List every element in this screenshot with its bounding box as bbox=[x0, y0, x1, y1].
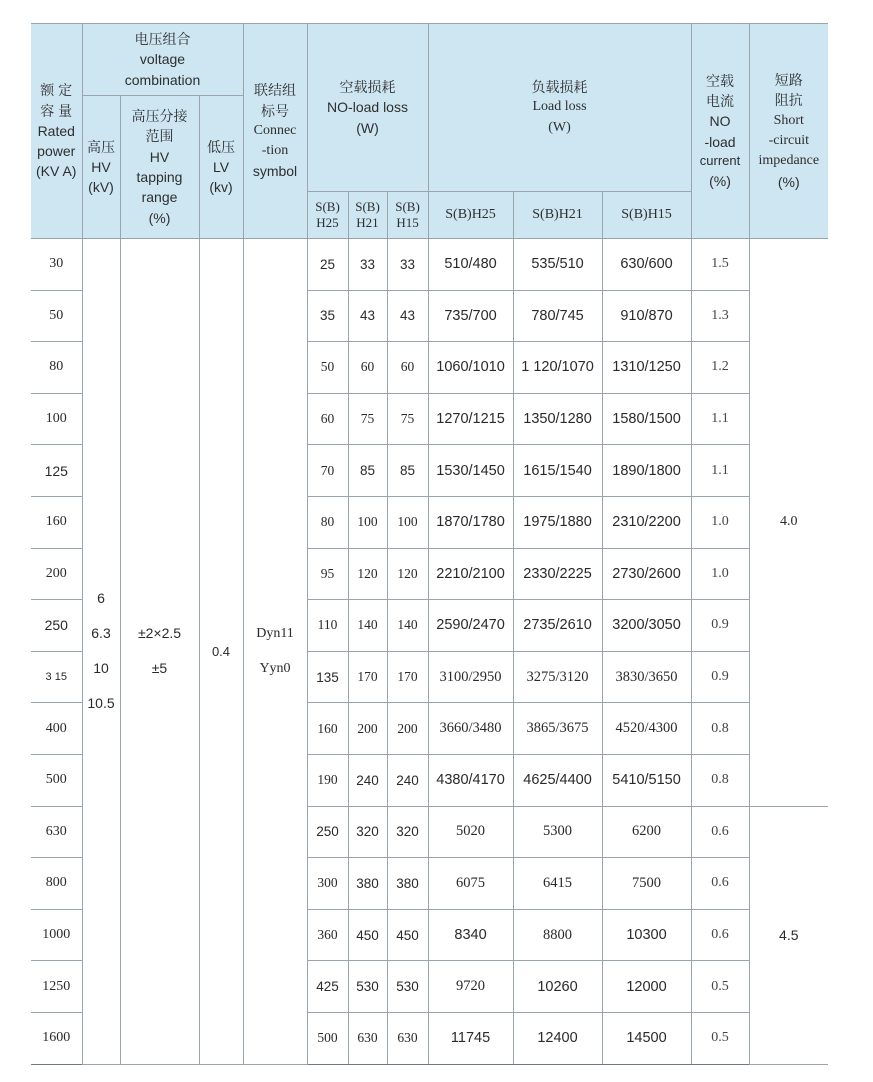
header-noload-loss: 空载损耗 NO-load loss (W) bbox=[307, 24, 428, 192]
noload-current-cell: 0.5 bbox=[691, 1012, 749, 1064]
load-h15-cell: 910/870 bbox=[602, 290, 691, 342]
rated-power-cell: 125 bbox=[31, 445, 82, 497]
noload-h15-cell: 240 bbox=[387, 754, 428, 806]
noload-h15-cell: 140 bbox=[387, 600, 428, 652]
rated-power-cell: 80 bbox=[31, 342, 82, 394]
load-h25-cell: 2590/2470 bbox=[428, 600, 513, 652]
noload-h15-cell: 530 bbox=[387, 961, 428, 1013]
rated-power-cell: 100 bbox=[31, 393, 82, 445]
noload-h25-cell: 95 bbox=[307, 548, 348, 600]
rated-power-cell: 1000 bbox=[31, 909, 82, 961]
rated-power-cell: 3 15 bbox=[31, 651, 82, 703]
noload-h21-cell: 140 bbox=[348, 600, 387, 652]
header-hv-tapping-range: 高压分接 范围 HV tapping range (%) bbox=[120, 96, 199, 239]
noload-current-cell: 0.9 bbox=[691, 600, 749, 652]
load-h21-cell: 1350/1280 bbox=[513, 393, 602, 445]
impedance-cell-b: 4.5 bbox=[749, 806, 828, 1064]
load-h21-cell: 535/510 bbox=[513, 239, 602, 291]
load-h25-cell: 1870/1780 bbox=[428, 496, 513, 548]
noload-h21-cell: 75 bbox=[348, 393, 387, 445]
noload-h25-cell: 110 bbox=[307, 600, 348, 652]
header-lv: 低压 LV (kv) bbox=[199, 96, 243, 239]
load-h21-cell: 780/745 bbox=[513, 290, 602, 342]
load-h21-cell: 2330/2225 bbox=[513, 548, 602, 600]
load-h25-cell: 9720 bbox=[428, 961, 513, 1013]
noload-h21-cell: 450 bbox=[348, 909, 387, 961]
noload-current-cell: 0.8 bbox=[691, 703, 749, 755]
load-h25-cell: 510/480 bbox=[428, 239, 513, 291]
noload-h21-cell: 120 bbox=[348, 548, 387, 600]
noload-h21-cell: 530 bbox=[348, 961, 387, 1013]
load-h25-cell: 8340 bbox=[428, 909, 513, 961]
noload-h15-cell: 43 bbox=[387, 290, 428, 342]
table-body bbox=[31, 239, 828, 1065]
noload-current-cell: 0.9 bbox=[691, 651, 749, 703]
noload-h15-cell: 120 bbox=[387, 548, 428, 600]
noload-current-cell: 1.5 bbox=[691, 239, 749, 291]
load-h21-cell: 6415 bbox=[513, 858, 602, 910]
load-h15-cell: 5410/5150 bbox=[602, 754, 691, 806]
noload-h25-cell: 135 bbox=[307, 651, 348, 703]
header-load-h21: S(B)H21 bbox=[513, 192, 602, 239]
header-voltage-combination: 电压组合 voltage combination bbox=[82, 24, 243, 96]
noload-h25-cell: 25 bbox=[307, 239, 348, 291]
noload-h25-cell: 360 bbox=[307, 909, 348, 961]
rated-power-cell: 1250 bbox=[31, 961, 82, 1013]
noload-h21-cell: 380 bbox=[348, 858, 387, 910]
header-connection-symbol: 联结组 标号 Connec -tion symbol bbox=[243, 24, 307, 239]
noload-h15-cell: 60 bbox=[387, 342, 428, 394]
header-rated-power: 额 定 容 量 Rated power (KV A) bbox=[31, 24, 82, 239]
noload-h15-cell: 170 bbox=[387, 651, 428, 703]
load-h15-cell: 630/600 bbox=[602, 239, 691, 291]
load-h15-cell: 3830/3650 bbox=[602, 651, 691, 703]
rated-power-cell: 500 bbox=[31, 754, 82, 806]
load-h15-cell: 3200/3050 bbox=[602, 600, 691, 652]
header-load-loss: 负载损耗 Load loss (W) bbox=[428, 24, 691, 192]
rated-power-cell: 50 bbox=[31, 290, 82, 342]
load-h21-cell: 2735/2610 bbox=[513, 600, 602, 652]
connection-symbol-cell: Dyn11 Yyn0 bbox=[243, 239, 307, 1065]
load-h25-cell: 6075 bbox=[428, 858, 513, 910]
load-h21-cell: 3275/3120 bbox=[513, 651, 602, 703]
noload-h15-cell: 100 bbox=[387, 496, 428, 548]
noload-h25-cell: 425 bbox=[307, 961, 348, 1013]
header-short-circuit-impedance: 短路 阻抗 Short -circuit impedance (%) bbox=[749, 24, 828, 239]
load-h15-cell: 10300 bbox=[602, 909, 691, 961]
noload-h15-cell: 200 bbox=[387, 703, 428, 755]
load-h25-cell: 1060/1010 bbox=[428, 342, 513, 394]
rated-power-cell: 800 bbox=[31, 858, 82, 910]
load-h21-cell: 10260 bbox=[513, 961, 602, 1013]
rated-power-cell: 400 bbox=[31, 703, 82, 755]
load-h15-cell: 2730/2600 bbox=[602, 548, 691, 600]
load-h25-cell: 735/700 bbox=[428, 290, 513, 342]
load-h15-cell: 6200 bbox=[602, 806, 691, 858]
noload-h21-cell: 85 bbox=[348, 445, 387, 497]
noload-h21-cell: 170 bbox=[348, 651, 387, 703]
noload-h21-cell: 320 bbox=[348, 806, 387, 858]
noload-h15-cell: 630 bbox=[387, 1012, 428, 1064]
noload-current-cell: 1.0 bbox=[691, 548, 749, 600]
table-row bbox=[31, 239, 828, 291]
header-noload-h15: S(B) H15 bbox=[387, 192, 428, 239]
load-h25-cell: 4380/4170 bbox=[428, 754, 513, 806]
noload-h15-cell: 320 bbox=[387, 806, 428, 858]
noload-h25-cell: 500 bbox=[307, 1012, 348, 1064]
load-h25-cell: 5020 bbox=[428, 806, 513, 858]
noload-h25-cell: 50 bbox=[307, 342, 348, 394]
noload-h15-cell: 450 bbox=[387, 909, 428, 961]
rated-power-cell: 160 bbox=[31, 496, 82, 548]
noload-h15-cell: 33 bbox=[387, 239, 428, 291]
noload-h21-cell: 100 bbox=[348, 496, 387, 548]
header-hv: 高压 HV (kV) bbox=[82, 96, 120, 239]
rated-power-cell: 1600 bbox=[31, 1012, 82, 1064]
header-load-h15: S(B)H15 bbox=[602, 192, 691, 239]
transformer-spec-table bbox=[31, 23, 828, 1065]
header-noload-h21: S(B) H21 bbox=[348, 192, 387, 239]
load-h15-cell: 4520/4300 bbox=[602, 703, 691, 755]
load-h15-cell: 12000 bbox=[602, 961, 691, 1013]
header-noload-current: 空载 电流 NO -load current (%) bbox=[691, 24, 749, 239]
load-h21-cell: 8800 bbox=[513, 909, 602, 961]
noload-current-cell: 1.1 bbox=[691, 445, 749, 497]
load-h21-cell: 3865/3675 bbox=[513, 703, 602, 755]
noload-h25-cell: 35 bbox=[307, 290, 348, 342]
impedance-cell-a: 4.0 bbox=[749, 239, 828, 807]
noload-h15-cell: 85 bbox=[387, 445, 428, 497]
noload-current-cell: 1.0 bbox=[691, 496, 749, 548]
noload-h21-cell: 630 bbox=[348, 1012, 387, 1064]
load-h25-cell: 2210/2100 bbox=[428, 548, 513, 600]
noload-current-cell: 0.6 bbox=[691, 858, 749, 910]
noload-h25-cell: 300 bbox=[307, 858, 348, 910]
rated-power-cell: 30 bbox=[31, 239, 82, 291]
rated-power-cell: 250 bbox=[31, 600, 82, 652]
load-h21-cell: 12400 bbox=[513, 1012, 602, 1064]
noload-h25-cell: 190 bbox=[307, 754, 348, 806]
load-h21-cell: 5300 bbox=[513, 806, 602, 858]
noload-h15-cell: 380 bbox=[387, 858, 428, 910]
hv-voltage-cell: 6 6.3 10 10.5 bbox=[82, 239, 120, 1065]
load-h15-cell: 1580/1500 bbox=[602, 393, 691, 445]
load-h15-cell: 7500 bbox=[602, 858, 691, 910]
load-h25-cell: 3100/2950 bbox=[428, 651, 513, 703]
noload-h25-cell: 80 bbox=[307, 496, 348, 548]
load-h15-cell: 2310/2200 bbox=[602, 496, 691, 548]
noload-h21-cell: 60 bbox=[348, 342, 387, 394]
noload-h21-cell: 43 bbox=[348, 290, 387, 342]
noload-current-cell: 0.5 bbox=[691, 961, 749, 1013]
load-h21-cell: 1975/1880 bbox=[513, 496, 602, 548]
noload-current-cell: 1.2 bbox=[691, 342, 749, 394]
noload-current-cell: 1.3 bbox=[691, 290, 749, 342]
noload-h21-cell: 240 bbox=[348, 754, 387, 806]
header-load-h25: S(B)H25 bbox=[428, 192, 513, 239]
load-h15-cell: 1890/1800 bbox=[602, 445, 691, 497]
load-h21-cell: 1 120/1070 bbox=[513, 342, 602, 394]
noload-current-cell: 0.6 bbox=[691, 909, 749, 961]
load-h21-cell: 1615/1540 bbox=[513, 445, 602, 497]
noload-current-cell: 0.6 bbox=[691, 806, 749, 858]
noload-h25-cell: 250 bbox=[307, 806, 348, 858]
noload-h25-cell: 70 bbox=[307, 445, 348, 497]
load-h25-cell: 1270/1215 bbox=[428, 393, 513, 445]
load-h25-cell: 11745 bbox=[428, 1012, 513, 1064]
noload-current-cell: 0.8 bbox=[691, 754, 749, 806]
rated-power-cell: 200 bbox=[31, 548, 82, 600]
noload-h21-cell: 200 bbox=[348, 703, 387, 755]
tapping-range-cell: ±2×2.5 ±5 bbox=[120, 239, 199, 1065]
noload-h25-cell: 60 bbox=[307, 393, 348, 445]
load-h25-cell: 1530/1450 bbox=[428, 445, 513, 497]
load-h15-cell: 14500 bbox=[602, 1012, 691, 1064]
load-h15-cell: 1310/1250 bbox=[602, 342, 691, 394]
load-h25-cell: 3660/3480 bbox=[428, 703, 513, 755]
header-noload-h25: S(B) H25 bbox=[307, 192, 348, 239]
noload-current-cell: 1.1 bbox=[691, 393, 749, 445]
rated-power-cell: 630 bbox=[31, 806, 82, 858]
noload-h21-cell: 33 bbox=[348, 239, 387, 291]
noload-h25-cell: 160 bbox=[307, 703, 348, 755]
load-h21-cell: 4625/4400 bbox=[513, 754, 602, 806]
noload-h15-cell: 75 bbox=[387, 393, 428, 445]
lv-voltage-cell: 0.4 bbox=[199, 239, 243, 1065]
